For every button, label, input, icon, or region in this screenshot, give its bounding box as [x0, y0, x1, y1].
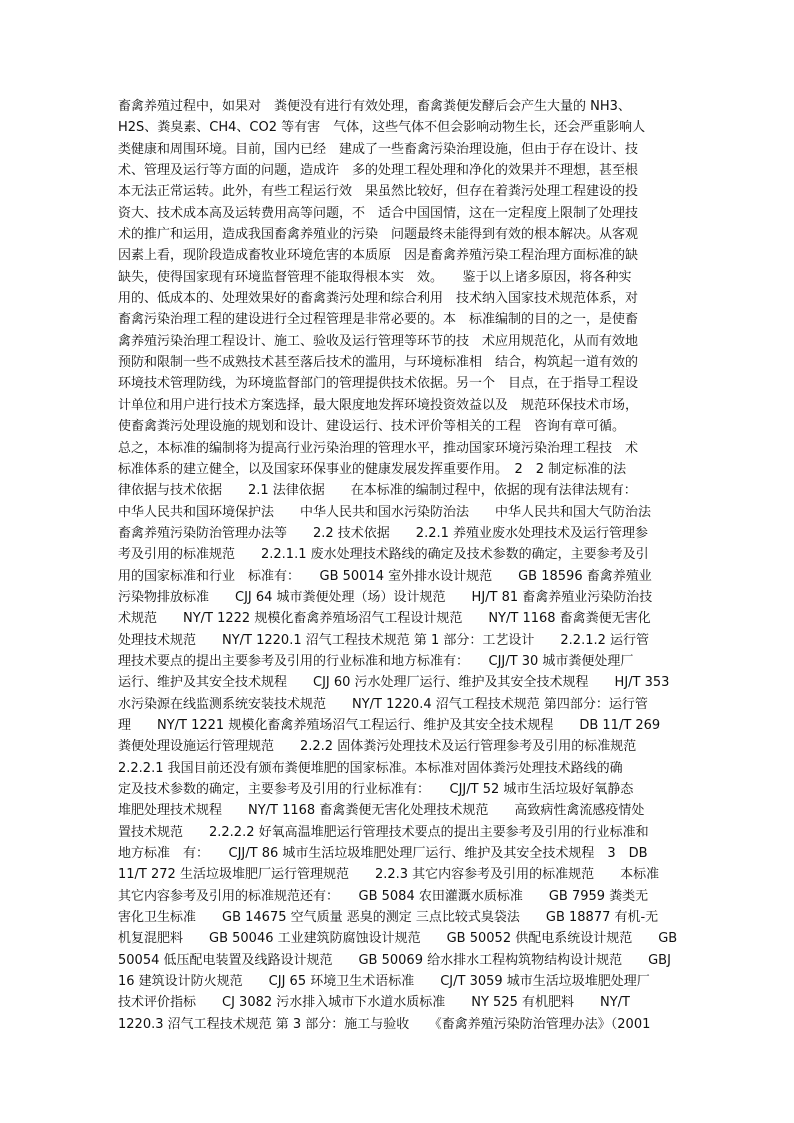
- text-line: 运行、维护及其安全技术规程 CJJ 60 污水处理厂运行、维护及其安全技术规程 HJ/T 353: [118, 675, 670, 691]
- text-line: 考及引用的标准规范 2.2.1.1 废水处理技术路线的确定及技术参数的确定，主要参考及引: [118, 547, 649, 563]
- text-line: 畜禽污染治理工程的建设进行全过程管理是非常必要的。本 标准编制的目的之一，是使畜: [118, 312, 639, 328]
- text-line: 禽养殖污染治理工程设计、施工、验收及运行管理等环节的技 术应用规范化，从而有效地: [118, 333, 639, 349]
- text-line: 2.2.2.1 我国目前还没有颁布粪便堆肥的国家标准。本标准对固体粪污处理技术路线的确: [118, 760, 623, 776]
- text-line: 资大、技术成本高及运转费用高等问题，不 适合中国国情，这在一定程度上限制了处理技: [118, 205, 639, 221]
- text-line: 使畜禽粪污处理设施的规划和设计、建设运行、技术评价等相关的工程 咨询有章可循。: [118, 419, 626, 435]
- text-line: 类健康和周围环境。目前，国内已经 建成了一些畜禽污染治理设施，但由于存在设计、技: [118, 141, 639, 157]
- text-line: 地方标准 有： CJJ/T 86 城市生活垃圾堆肥处理厂运行、维护及其安全技术规程 3 DB: [118, 846, 648, 862]
- text-line: 术规范 NY/T 1222 规模化畜禽养殖场沼气工程设计规范 NY/T 1168 畜禽粪便无害化: [118, 611, 651, 627]
- text-line: 理 NY/T 1221 规模化畜禽养殖场沼气工程运行、维护及其安全技术规程 DB 11/T 269: [118, 717, 661, 733]
- text-line: 处理技术规范 NY/T 1220.1 沼气工程技术规范 第 1 部分：工艺设计 2.2.1.2 运行管: [118, 632, 650, 648]
- text-line: 定及技术参数的确定，主要参考及引用的行业标准有： CJJ/T 52 城市生活垃圾好氧静态: [118, 782, 634, 797]
- text-line: 水污染源在线监测系统安装技术规范 NY/T 1220.4 沼气工程技术规范 第四部分：运行管: [118, 696, 648, 712]
- text-line: 总之，本标准的编制将为提高行业污染治理的管理水平，推动国家环境污染治理工程技 术: [118, 440, 639, 456]
- text-line: 计单位和用户进行技术方案选择，最大限度地发挥环境投资效益以及 规范环保技术市场，: [118, 397, 639, 413]
- text-line: 用的、低成本的、处理效果好的畜禽粪污处理和综合利用 技术纳入国家技术规范体系，对: [118, 291, 639, 307]
- text-line: 律依据与技术依据 2.1 法律依据 在本标准的编制过程中，依据的现有法律法规有：: [118, 483, 637, 499]
- text-line: 机复混肥料 GB 50046 工业建筑防腐蚀设计规范 GB 50052 供配电系统设计规范 GB: [118, 931, 678, 947]
- text-line: 理技术要点的提出主要参考及引用的行业标准和地方标准有： CJJ/T 30 城市粪便处理厂: [118, 653, 634, 669]
- text-line: 1220.3 沼气工程技术规范 第 3 部分：施工与验收 《畜禽养殖污染防治管理办法》（2001: [118, 1016, 651, 1032]
- text-line: 害化卫生标准 GB 14675 空气质量 恶臭的测定 三点比较式臭袋法 GB 18877 有机-无: [118, 910, 659, 926]
- body-text: [118, 96, 688, 1035]
- text-line: 中华人民共和国环境保护法 中华人民共和国水污染防治法 中华人民共和国大气防治法: [118, 504, 652, 520]
- text-line: 环境技术管理防线，为环境监督部门的管理提供技术依据。另一个 目点，在于指导工程设: [118, 376, 639, 392]
- text-line: 标准体系的建立健全，以及国家环保事业的健康发展发挥重要作用。 2 2 制定标准的法: [118, 461, 627, 477]
- text-line: 其它内容参考及引用的标准规范还有： GB 5084 农田灌溉水质标准 GB 7959 粪类无: [118, 888, 649, 904]
- text-line: 污染物排放标准 CJJ 64 城市粪便处理（场）设计规范 HJ/T 81 畜禽养殖业污染防治技: [118, 589, 653, 605]
- text-line: H2S、粪臭素、CH4、CO2 等有害 气体，这些气体不但会影响动物生长，还会严重影响人: [118, 120, 646, 136]
- text-line: 置技术规范 2.2.2.2 好氧高温堆肥运行管理技术要点的提出主要参考及引用的行业标准和: [118, 824, 649, 840]
- text-line: 畜禽养殖过程中，如果对 粪便没有进行有效处理，畜禽粪便发酵后会产生大量的 NH3、: [118, 99, 631, 114]
- text-line: 11/T 272 生活垃圾堆肥厂运行管理规范 2.2.3 其它内容参考及引用的标准规范 本标准: [118, 867, 660, 883]
- text-line: 粪便处理设施运行管理规范 2.2.2 固体粪污处理技术及运行管理参考及引用的标准规范: [118, 739, 637, 755]
- text-line: 预防和限制一些不成熟技术甚至落后技术的滥用，与环境标准相 结合，构筑起一道有效的: [118, 355, 639, 371]
- text-line: 16 建筑设计防火规范 CJJ 65 环境卫生术语标准 CJ/T 3059 城市生活垃圾堆肥处理厂: [118, 974, 650, 990]
- text-line: 术、管理及运行等方面的问题，造成许 多的处理工程处理和净化的效果并不理想，甚至根: [118, 163, 639, 179]
- text-line: 50054 低压配电装置及线路设计规范 GB 50069 给水排水工程构筑物结构设计规范 GBJ: [118, 952, 671, 968]
- text-line: 本无法正常运转。此外，有些工程运行效 果虽然比较好，但存在着粪污处理工程建设的投: [118, 184, 639, 200]
- text-line: 缺失，使得国家现有环境监督管理不能取得根本实 效。 鉴于以上诸多原因，将各种实: [118, 269, 632, 285]
- text-line: 用的国家标准和行业 标准有： GB 50014 室外排水设计规范 GB 18596 畜禽养殖业: [118, 568, 652, 584]
- text-line: 堆肥处理技术规程 NY/T 1168 畜禽粪便无害化处理技术规范 高致病性禽流感疫情处: [118, 803, 645, 819]
- text-line: 因素上看，现阶段造成畜牧业环境危害的本质原 因是畜禽养殖污染工程治理方面标准的缺: [118, 248, 639, 264]
- text-line: 术的推广和运用，造成我国畜禽养殖业的污染 问题最终未能得到有效的根本解决。从客观: [118, 227, 639, 243]
- text-line: 畜禽养殖污染防治管理办法等 2.2 技术依据 2.2.1 养殖业废水处理技术及运行管理参: [118, 525, 649, 541]
- text-line: 技术评价指标 CJ 3082 污水排入城市下水道水质标准 NY 525 有机肥料 NY/T: [118, 995, 630, 1011]
